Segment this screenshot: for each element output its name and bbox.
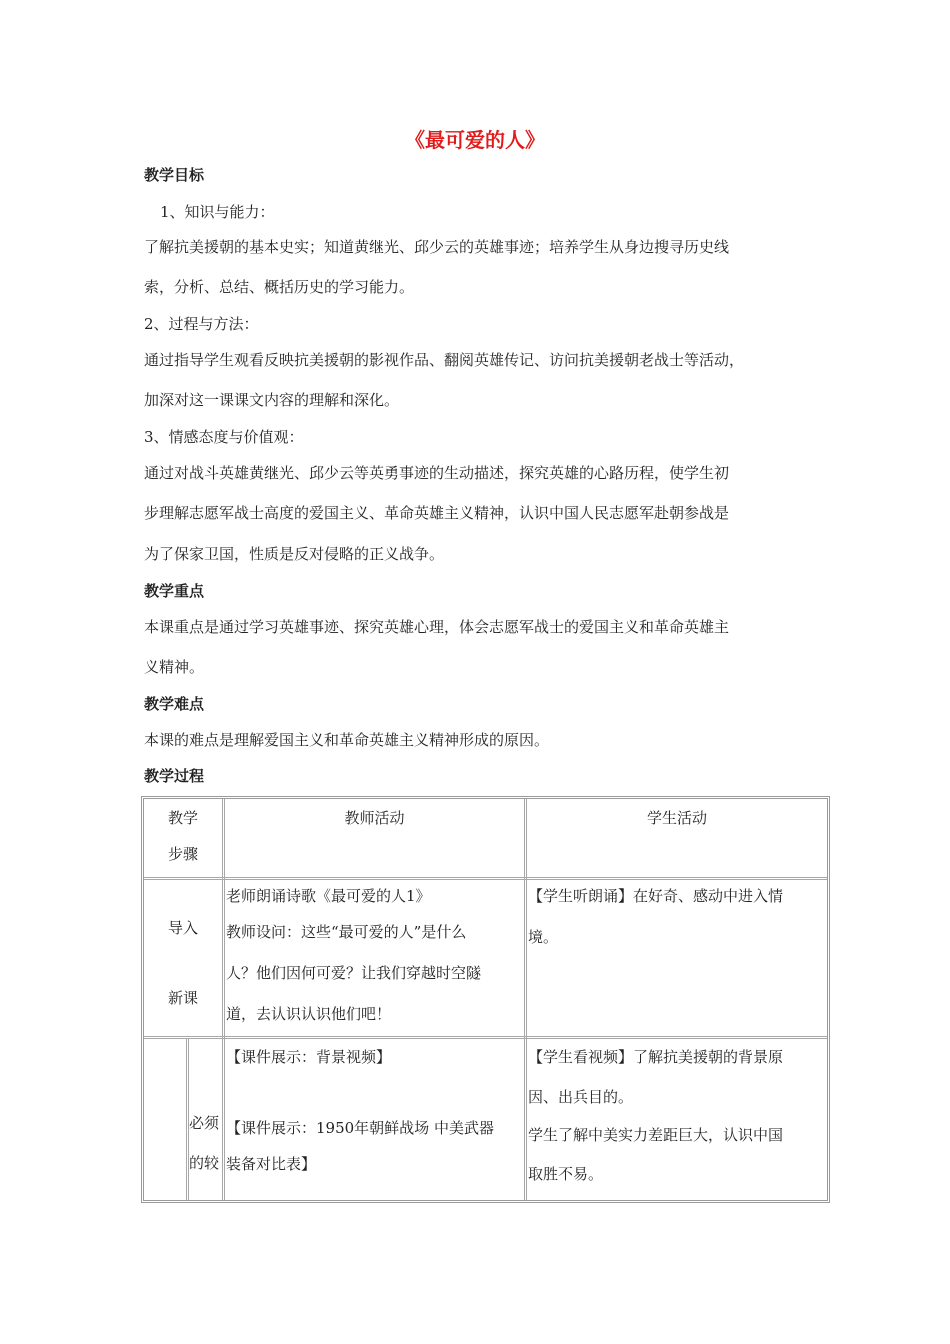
row2-step-line-2: 的较 (189, 1154, 220, 1172)
teaching-process-table (141, 796, 830, 1203)
row1-step-line-1: 导入 (167, 919, 198, 937)
header-student-activity: 学生活动 (646, 809, 707, 827)
row1-student-line-2: 境。 (528, 928, 559, 946)
row2-student-line-2: 因、出兵目的。 (528, 1088, 634, 1106)
row1-student-line-1: 【学生听朗诵】在好奇、感动中进入情 (528, 887, 784, 905)
process-method-line-1: 通过指导学生观看反映抗美援朝的影视作品、翻阅英雄传记、访问抗美援朝老战士等活动， (144, 351, 745, 369)
row2-teacher-line-1: 【课件展示：背景视频】 (226, 1048, 392, 1066)
row2-teacher-line-2: 【课件展示：1950年朝鲜战场 中美武器 (226, 1119, 494, 1137)
header-step-line-1: 教学 (167, 809, 198, 827)
emotion-line-2: 步理解志愿军战士高度的爱国主义、革命英雄主义精神，认识中国人民志愿军赴朝参战是 (144, 504, 730, 522)
process-heading: 教学过程 (144, 767, 205, 785)
knowledge-line-1: 了解抗美援朝的基本史实；知道黄继光、邱少云的英雄事迹；培养学生从身边搜寻历史线 (144, 238, 730, 256)
row1-step-line-2: 新课 (167, 989, 198, 1007)
difficulties-heading: 教学难点 (144, 695, 205, 713)
divider-teacher-student (524, 799, 527, 1200)
row2-step-line-1: 必须 (189, 1114, 220, 1132)
knowledge-heading: 1、知识与能力： (160, 203, 275, 221)
difficulties-line-1: 本课的难点是理解爱国主义和革命英雄主义精神形成的原因。 (144, 731, 550, 749)
process-method-heading: 2、过程与方法： (144, 315, 259, 333)
row2-student-line-3: 学生了解中美实力差距巨大，认识中国 (528, 1126, 784, 1144)
row1-teacher-line-1: 老师朗诵诗歌《最可爱的人1》 (226, 887, 431, 905)
page-title: 《最可爱的人》 (405, 128, 545, 152)
row2-student-line-4: 取胜不易。 (528, 1165, 604, 1183)
objectives-heading: 教学目标 (144, 166, 205, 184)
key-points-line-2: 义精神。 (144, 658, 205, 676)
row2-student-line-1: 【学生看视频】了解抗美援朝的背景原 (528, 1048, 784, 1066)
row1-teacher-line-3: 人？他们因何可爱？让我们穿越时空隧 (226, 964, 482, 982)
emotion-line-1: 通过对战斗英雄黄继光、邱少云等英勇事迹的生动描述，探究英雄的心路历程，使学生初 (144, 464, 730, 482)
process-method-line-2: 加深对这一课课文内容的理解和深化。 (144, 391, 400, 409)
header-teacher-activity: 教师活动 (344, 809, 405, 827)
emotion-heading: 3、情感态度与价值观： (144, 428, 304, 446)
knowledge-line-2: 索，分析、总结、概括历史的学习能力。 (144, 278, 415, 296)
key-points-heading: 教学重点 (144, 582, 205, 600)
key-points-line-1: 本课重点是通过学习英雄事迹、探究英雄心理，体会志愿军战士的爱国主义和革命英雄主 (144, 618, 730, 636)
header-step-line-2: 步骤 (167, 845, 198, 863)
emotion-line-3: 为了保家卫国，性质是反对侵略的正义战争。 (144, 545, 445, 563)
row1-teacher-line-2: 教师设问：这些“最可爱的人”是什么 (226, 923, 467, 941)
row2-teacher-line-3: 装备对比表】 (226, 1155, 317, 1173)
row1-teacher-line-4: 道，去认识认识他们吧！ (226, 1005, 392, 1023)
